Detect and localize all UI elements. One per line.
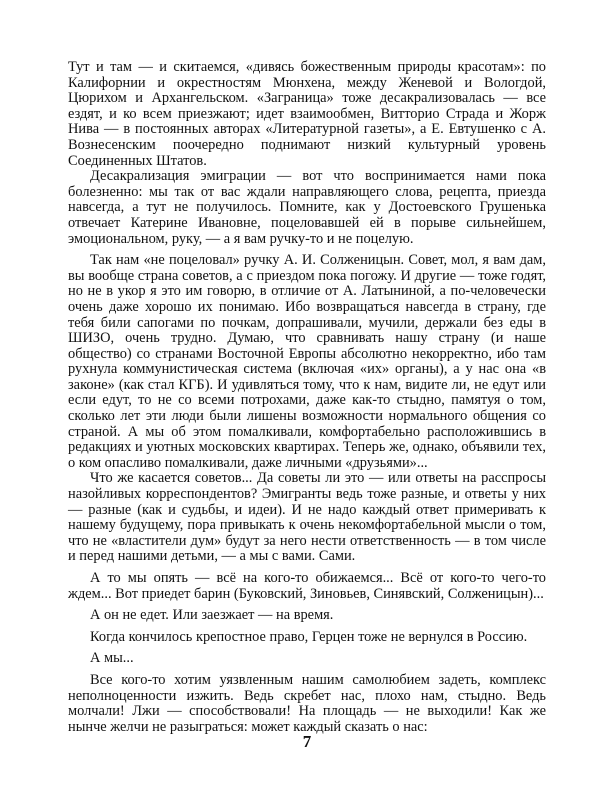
paragraph-2: Десакрализация эмиграции — вот что воспринимается нами пока болезненно: мы так от вас ждали направляющего слова, рецепта, приезда навсегда, а тут не получилось. Помните, как у Достоевского Грушенька отвечает Катерине Ивановне, поцеловавшей ей в порыве сильнейшем, эмоциональном, руку, — а я вам ручку-то и не поцелую.: [68, 168, 546, 247]
paragraph-9: Все кого-то хотим уязвленным нашим самолюбием задеть, комплекс неполноценности изжить. Ведь скребет нас, плохо нам, стыдно. Ведь молчали! Лжи — способствовали! На площадь — не выходили! Как же нынче желчи не разыграться: может каждый сказать о нас:: [68, 671, 546, 735]
page-number: 7: [302, 732, 312, 751]
document-page: [68, 60, 546, 800]
paragraph-3: Так нам «не поцеловал» ручку А. И. Солженицын. Совет, мол, я вам дам, вы вообще страна советов, а с приездом пока погожу. И другие — тоже годят, но не в укор я это им говорю, в отличие от А. Латыниной, а по-человечески очень даже хорошо их понимаю. Ибо возвращаться навсегда в страну, где тебя били сапогами по почкам, допрашивали, мучили, держали без еды в ШИЗО, очень трудно. Думаю, что сравнивать нашу страну (и наше общество) со странами Восточной Европы абсолютно некорректно, ибо там рухнула коммунистическая система (включая «их» органы), а у нас она «в законе» (как стал КГБ). И удивляться тому, что к нам, видите ли, не едут или если едут, то не со всеми потрохами, даже как-то стыдно, памятуя о том, сколько лет эти люди были лишены возможности нормального общения со страной. А мы об этом помалкивали, комфортабельно расположившись в редакциях и уютных московских квартирах. Теперь же, однако, объявили тех, о ком опасливо помалкивали, даже личными «друзьями»...: [68, 252, 546, 471]
paragraph-6: А он не едет. Или заезжает — на время.: [90, 607, 334, 624]
body-text: [68, 60, 546, 735]
paragraph-1: Тут и там — и скитаемся, «дивясь божественным природы красотам»: по Калифорнии и окрестностям Мюнхена, между Женевой и Вологдой, Цюрихом и Архангельском. «Заграница» тоже десакрализовалась — все ездят, и ко всем приезжают; идет взаимообмен, Витторио Страда и Жорж Нива — в постоянных авторах «Литературной газеты», а Е. Евтушенко с А. Вознесенским поочередно поднимают низкий культурный уровень Соединенных Штатов.: [68, 59, 546, 169]
paragraph-7: Когда кончилось крепостное право, Герцен тоже не вернулся в Россию.: [90, 628, 528, 645]
paragraph-4: Что же касается советов... Да советы ли это — или ответы на расспросы назойливых корреспондентов? Эмигранты ведь тоже разные, и ответы у них — разные (как и судьбы, и идеи). И не надо каждый ответ примеривать к нашему будущему, пора привыкать к очень некомфортабельной мысли о том, что не «властители дум» будут за него нести ответственность — в том числе и перед нашими детьми, — а мы с вами. Сами.: [68, 470, 546, 565]
paragraph-8: А мы...: [90, 650, 134, 667]
paragraph-5: А то мы опять — всё на кого-то обижаемся... Всё от кого-то чего-то ждем... Вот приедет барин (Буковский, Зиновьев, Синявский, Солженицын)...: [68, 570, 546, 602]
